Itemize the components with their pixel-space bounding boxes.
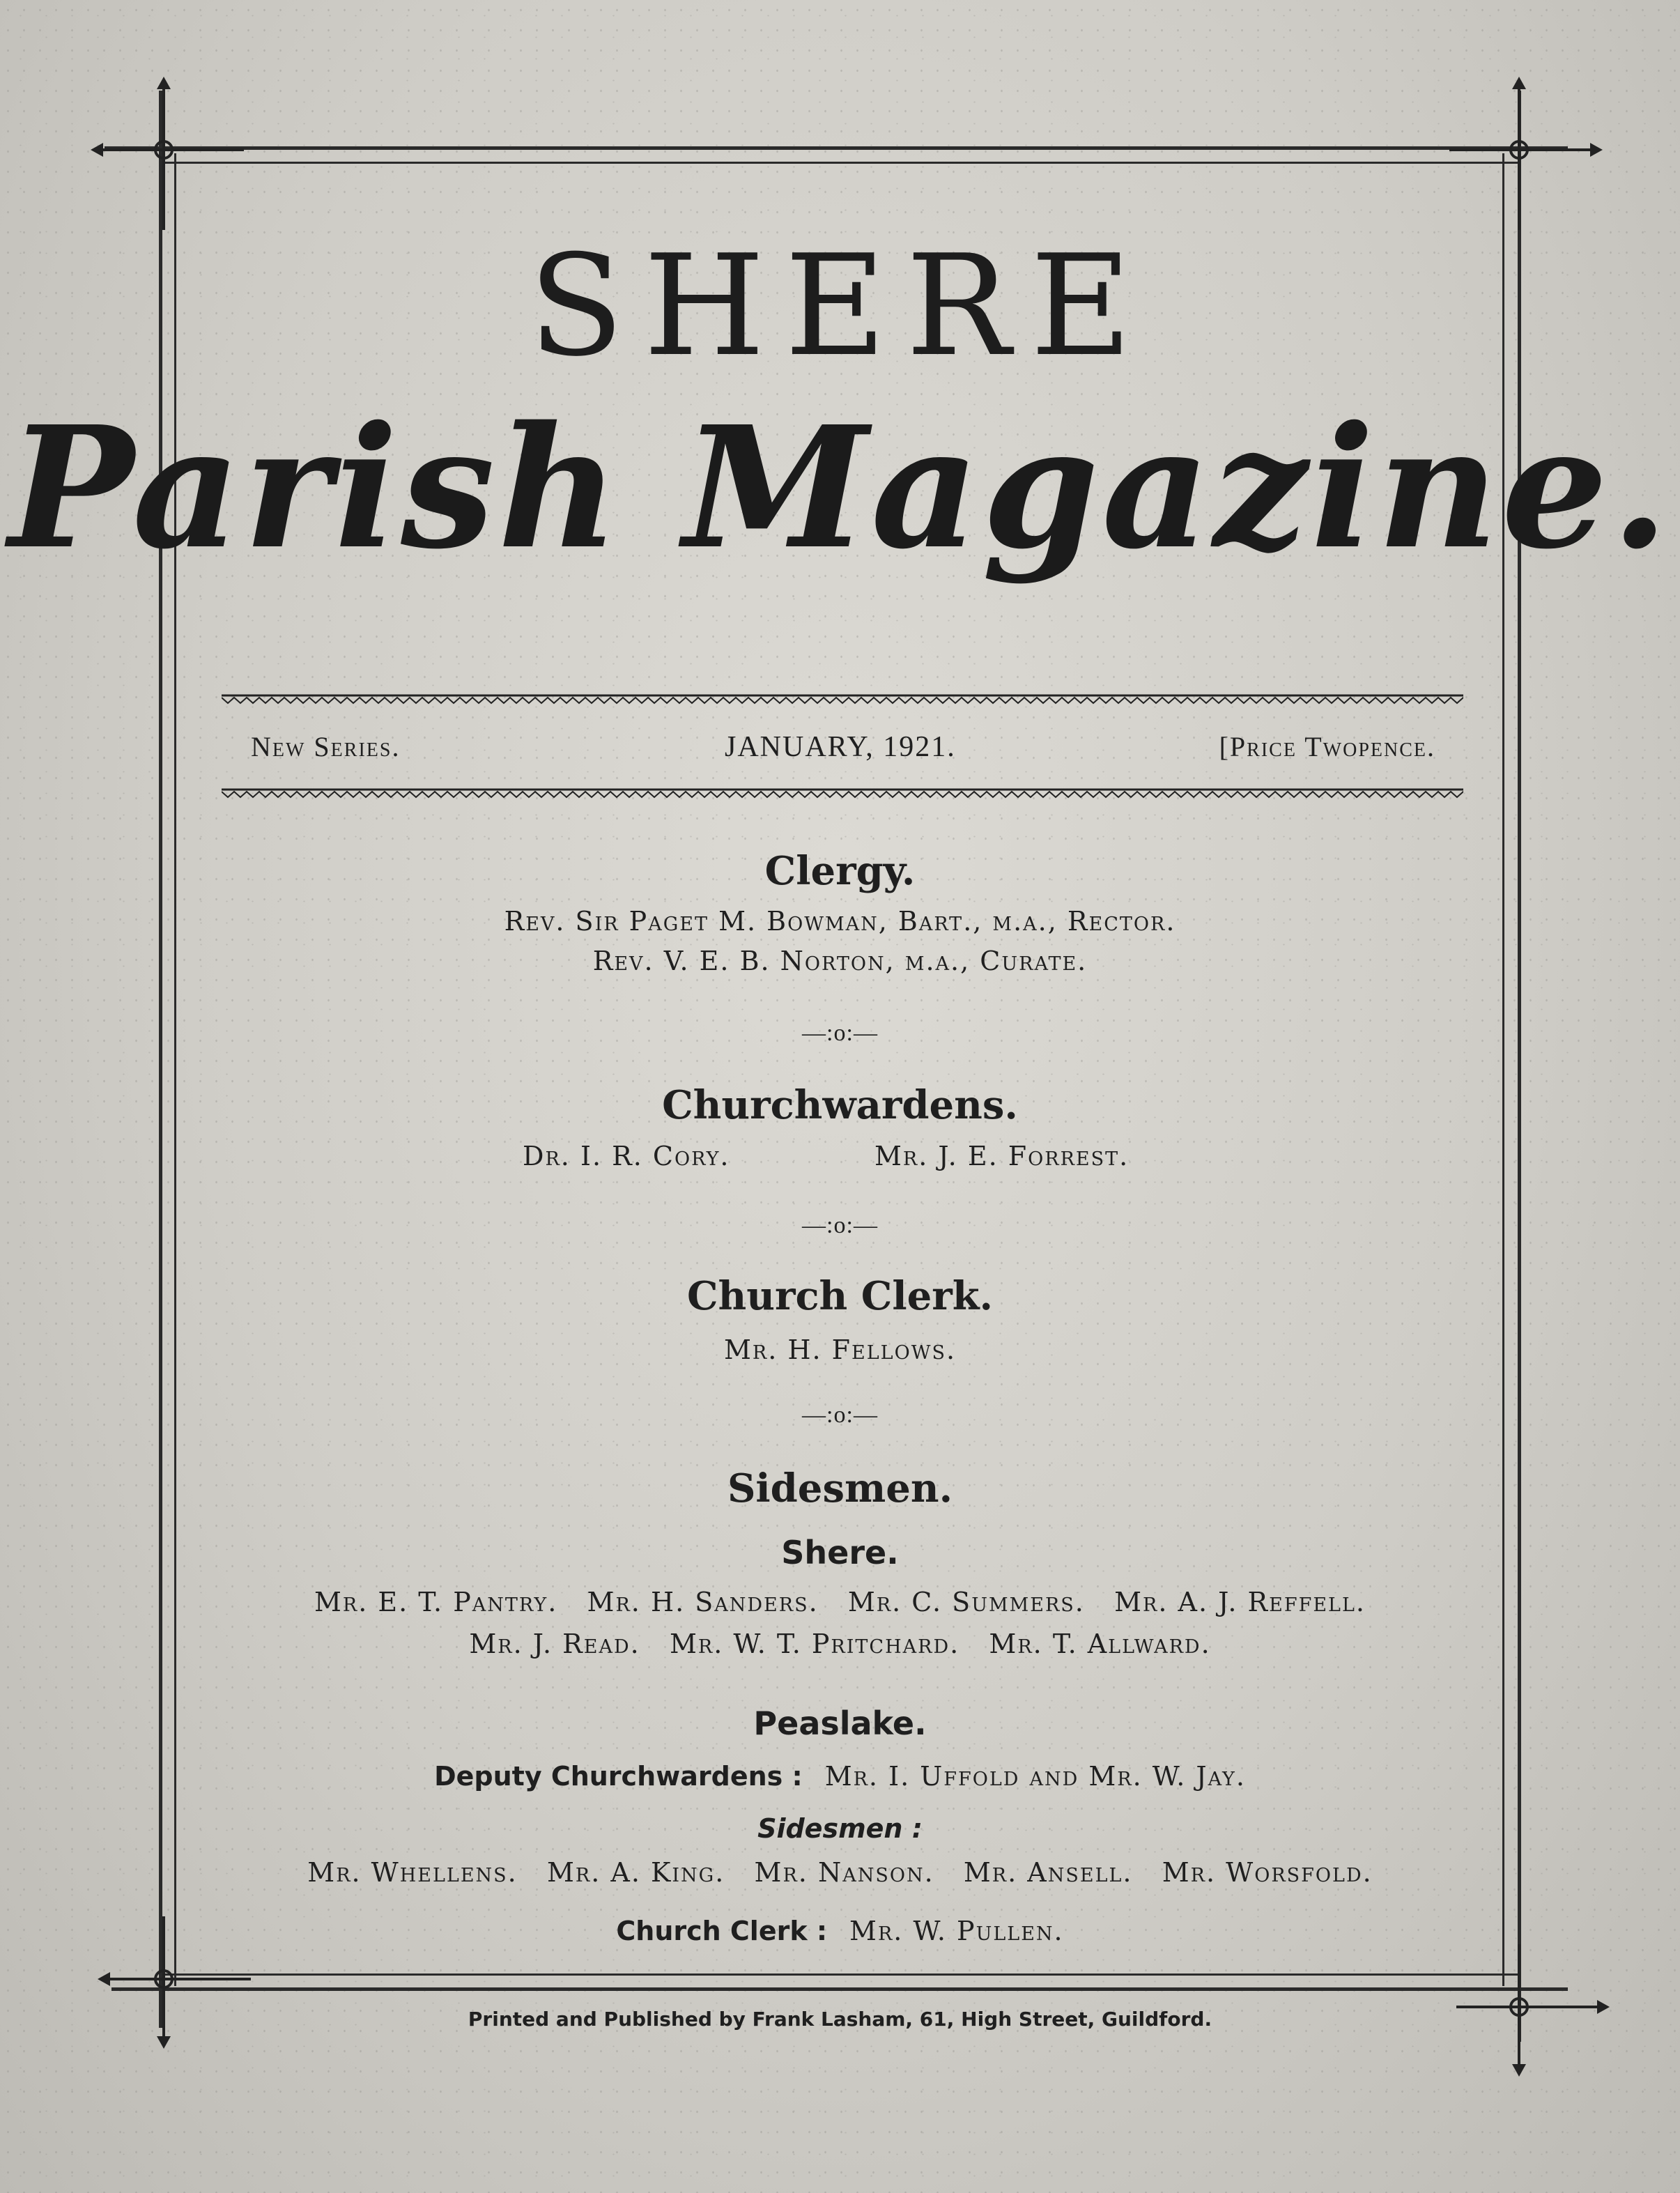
issue-date: JANUARY, 1921. <box>725 731 956 763</box>
masthead-title-shere: SHERE <box>528 225 1152 387</box>
peaslake-clerk-label: Church Clerk : <box>616 1916 828 1946</box>
section-separator: —:o:— <box>802 1020 878 1046</box>
corner-ornament-icon <box>1449 1937 1610 2077</box>
issue-info-row <box>251 730 1435 765</box>
deputy-churchwardens-label: Deputy Churchwardens : <box>434 1761 803 1792</box>
church-clerk-heading: Church Clerk. <box>686 1273 994 1319</box>
church-clerk-name: Mr. H. Fellows. <box>723 1334 957 1365</box>
corner-ornament-icon <box>1442 77 1603 237</box>
decorative-rule-bottom <box>222 787 1463 799</box>
section-separator: —:o:— <box>802 1213 878 1238</box>
clergy-heading: Clergy. <box>764 848 916 894</box>
masthead-title-parish-magazine: Parish Magazine. <box>8 390 1672 586</box>
peaslake-subheading: Peaslake. <box>753 1705 927 1742</box>
churchwarden-name: Dr. I. R. Cory. <box>523 1141 730 1171</box>
peaslake-deputy-row <box>0 1763 1680 1790</box>
section-separator: —:o:— <box>802 1402 878 1428</box>
corner-ornament-icon <box>91 77 251 237</box>
deputy-churchwardens-names: Mr. I. Uffold and Mr. W. Jay. <box>824 1761 1246 1792</box>
clergy-line-rector: Rev. Sir Paget M. Bowman, Bart., m.a., Rector. <box>504 906 1176 937</box>
peaslake-sidesmen-names: Mr. Whellens. Mr. A. King. Mr. Nanson. Mr. Ansell. Mr. Worsfold. <box>307 1857 1373 1888</box>
clergy-line-curate: Rev. V. E. B. Norton, m.a., Curate. <box>592 946 1088 976</box>
peaslake-clerk-row <box>0 1918 1680 1944</box>
churchwardens-heading: Churchwardens. <box>662 1082 1018 1128</box>
shere-sidesmen-line: Mr. J. Read. Mr. W. T. Pritchard. Mr. T. Allward. <box>469 1629 1211 1659</box>
peaslake-clerk-name: Mr. W. Pullen. <box>849 1916 1064 1946</box>
sidesmen-heading: Sidesmen. <box>727 1465 953 1511</box>
price-label: [Price Twopence. <box>1219 731 1435 762</box>
churchwarden-name: Mr. J. E. Forrest. <box>874 1141 1130 1171</box>
printer-imprint: Printed and Published by Frank Lasham, 61, High Street, Guildford. <box>468 2008 1212 2031</box>
shere-sidesmen-line: Mr. E. T. Pantry. Mr. H. Sanders. Mr. C. Summers. Mr. A. J. Reffell. <box>314 1587 1366 1617</box>
shere-subheading: Shere. <box>781 1534 899 1571</box>
decorative-rule-top <box>222 693 1463 705</box>
series-label: New Series. <box>251 731 401 762</box>
peaslake-sidesmen-label: Sidesmen : <box>757 1813 923 1844</box>
